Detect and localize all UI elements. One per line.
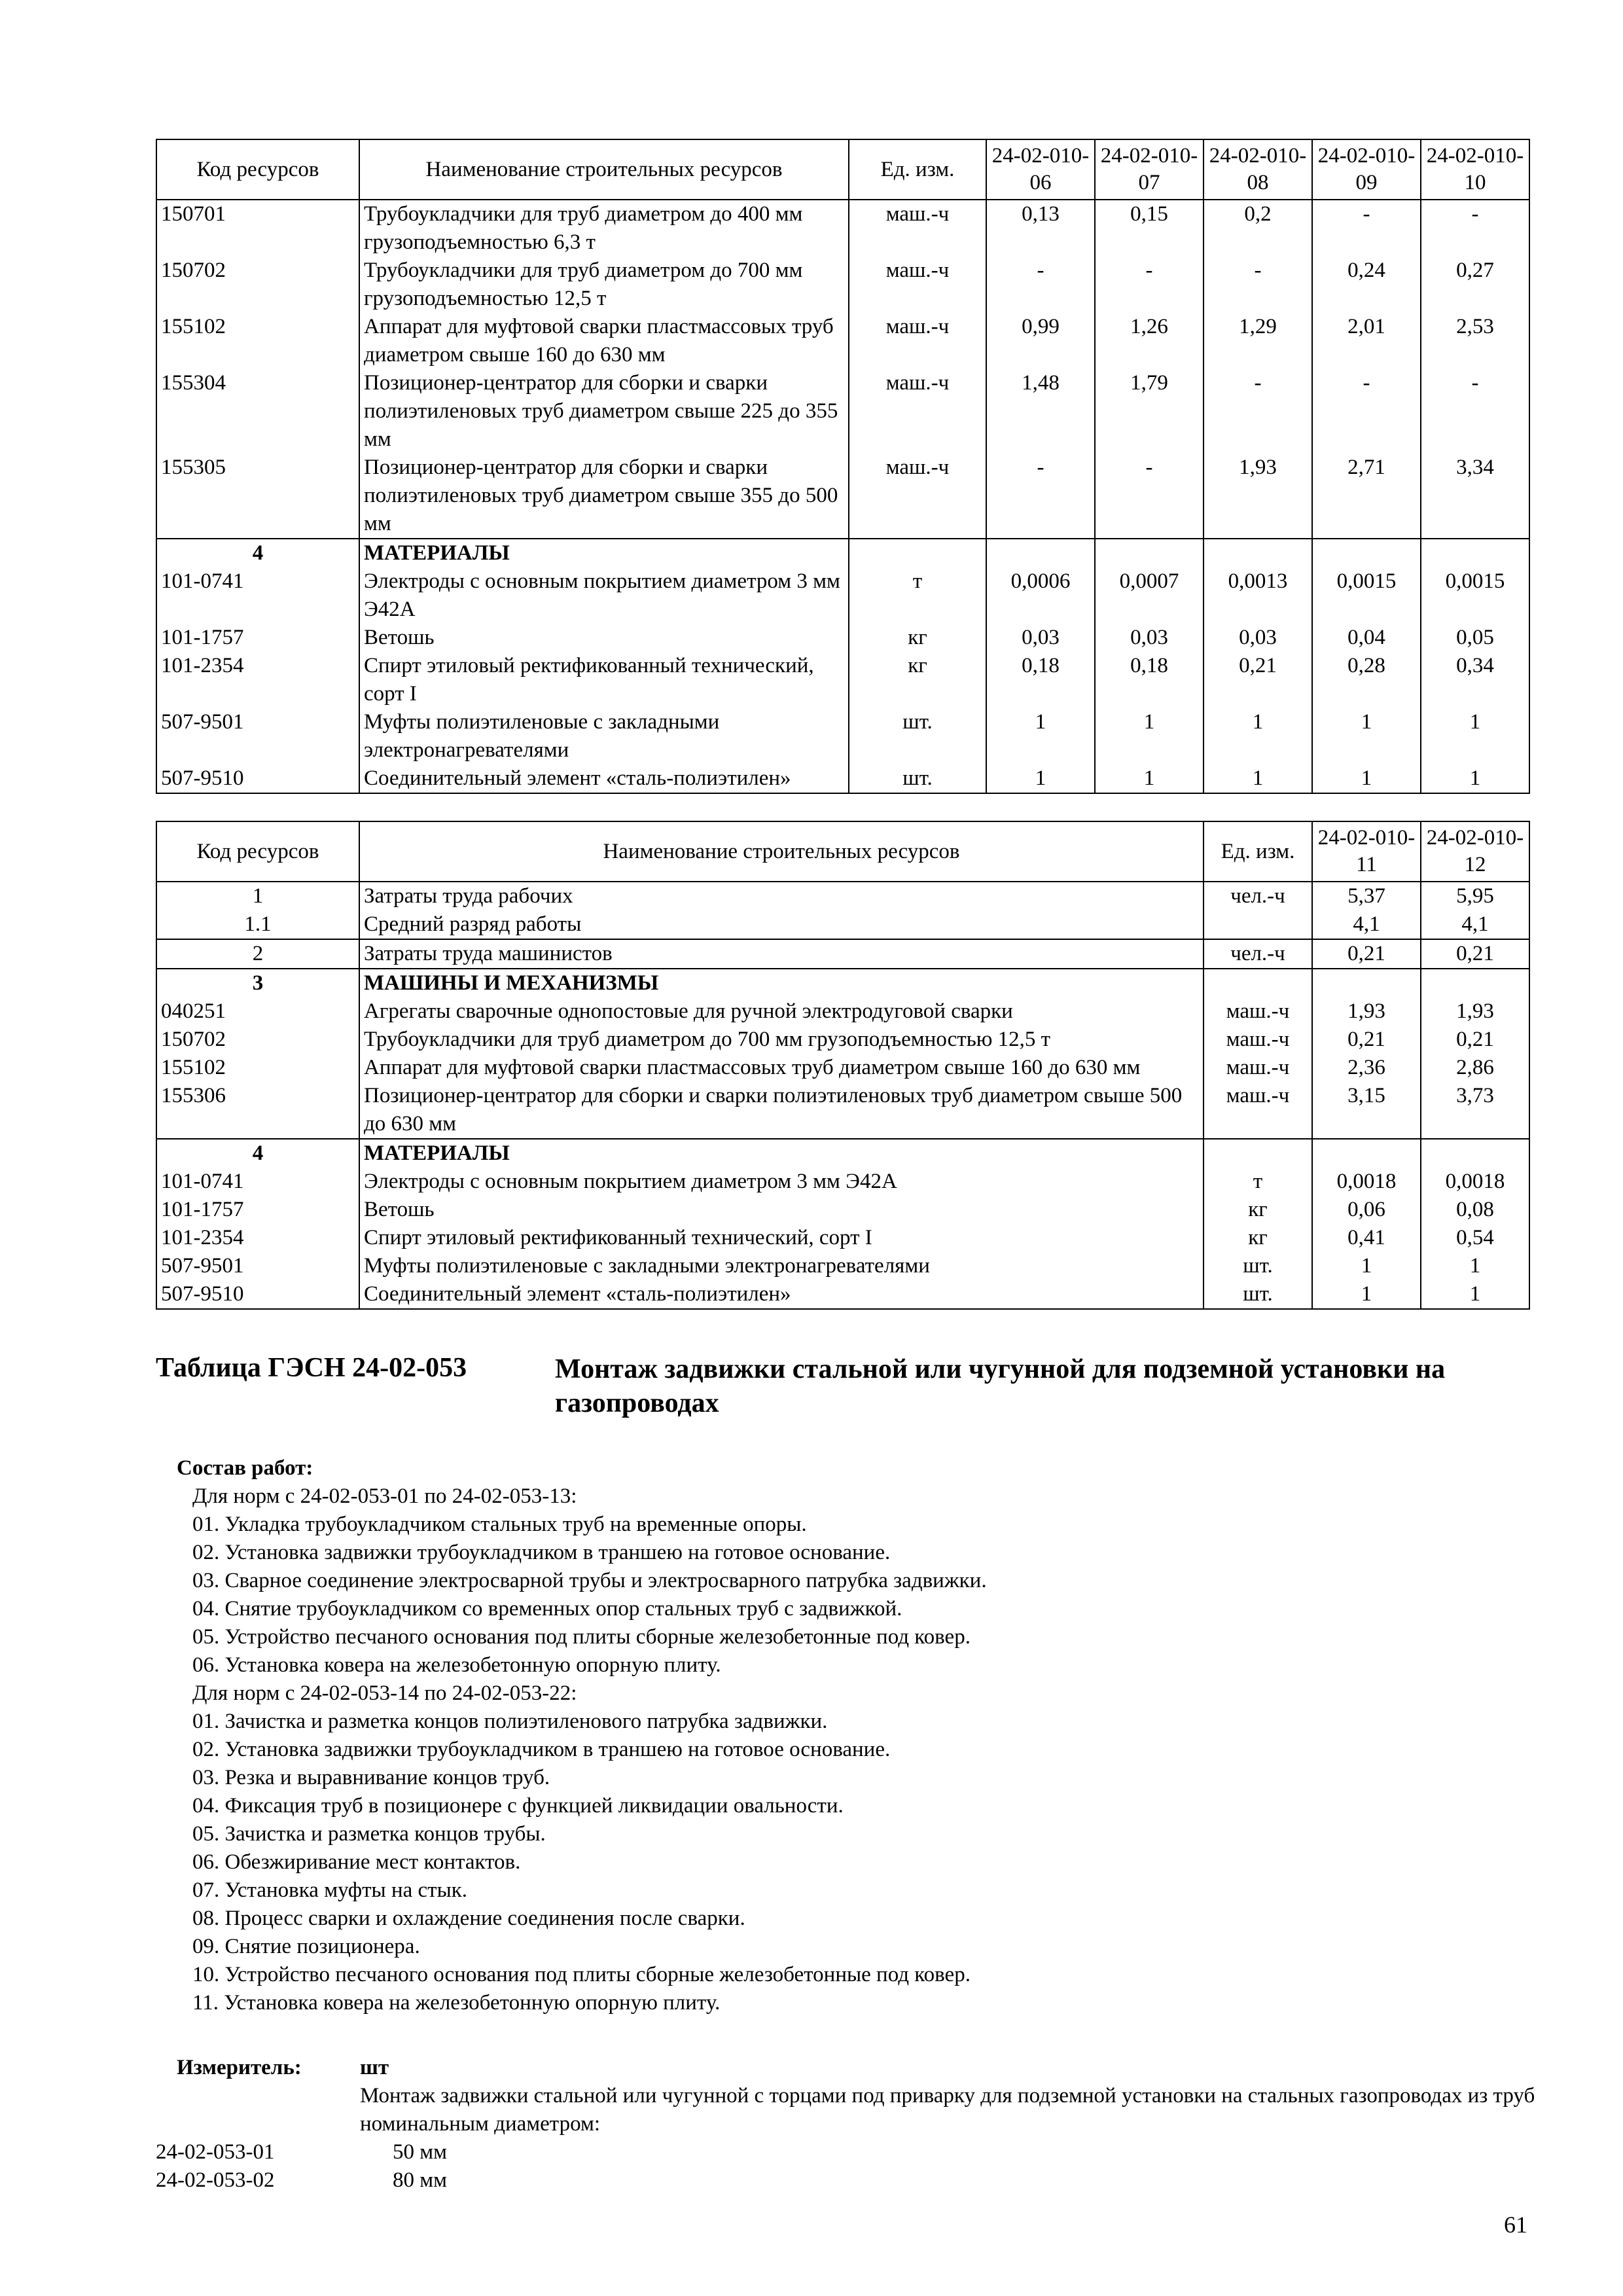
value-cell: 3,15 (1312, 1082, 1421, 1139)
unit-cell: т (849, 567, 986, 624)
unit-cell: кг (849, 624, 986, 652)
value-cell (1095, 539, 1204, 567)
value-cell: 0,41 (1312, 1224, 1421, 1252)
value-cell: 1 (1095, 764, 1204, 793)
resource-code: 1 (156, 882, 359, 910)
column-header: Наименование строительных ресурсов (359, 821, 1204, 882)
section-row (156, 1139, 1529, 1168)
value-cell: 3,34 (1421, 454, 1529, 539)
value-cell (1421, 539, 1529, 567)
table-row (156, 882, 1529, 910)
value-cell: 0,08 (1421, 1196, 1529, 1224)
unit-cell: кг (1204, 1196, 1312, 1224)
value-cell: 0,03 (1204, 624, 1312, 652)
table-row (156, 1054, 1529, 1082)
resource-name: Агрегаты сварочные однопостовые для ручной электродуговой сварки (359, 997, 1204, 1026)
value-cell (1312, 1139, 1421, 1168)
value-cell: 0,54 (1421, 1224, 1529, 1252)
value-cell: - (986, 454, 1095, 539)
resource-code: 101-1757 (156, 624, 359, 652)
norm-row (156, 2166, 679, 2195)
value-cell: 0,21 (1421, 1026, 1529, 1054)
value-cell: 2,36 (1312, 1054, 1421, 1082)
resource-code: 155102 (156, 1054, 359, 1082)
table-row (156, 454, 1529, 539)
resource-code: 507-9510 (156, 1280, 359, 1309)
column-header: Ед. изм. (1204, 821, 1312, 882)
composition-item: 01. Укладка трубоукладчиком стальных труб на временные опоры. (192, 1513, 807, 1536)
unit-cell: маш.-ч (849, 454, 986, 539)
unit-cell (1204, 969, 1312, 997)
column-header: Код ресурсов (156, 139, 359, 200)
value-cell: 0,13 (986, 200, 1095, 257)
resource-name: Ветошь (359, 624, 849, 652)
value-cell: 2,01 (1312, 313, 1421, 369)
column-header: 24-02-010-09 (1312, 139, 1421, 200)
unit-cell: маш.-ч (1204, 997, 1312, 1026)
resource-code: 101-1757 (156, 1196, 359, 1224)
value-cell: 0,0018 (1312, 1168, 1421, 1196)
table-row (156, 1082, 1529, 1139)
table-row (156, 997, 1529, 1026)
value-cell: 1,26 (1095, 313, 1204, 369)
table-label: Таблица ГЭСН 24-02-053 (156, 1353, 467, 1383)
value-cell: 2,71 (1312, 454, 1421, 539)
value-cell: 5,37 (1312, 882, 1421, 910)
unit-cell: шт. (849, 764, 986, 793)
composition-item: 09. Снятие позиционера. (192, 1935, 420, 1958)
composition-item: 03. Сварное соединение электросварной трубы и электросварного патрубка задвижки. (192, 1569, 987, 1592)
value-cell: 0,0018 (1421, 1168, 1529, 1196)
composition-item: 06. Обезжиривание мест контактов. (192, 1850, 521, 1874)
table-row (156, 1280, 1529, 1309)
resource-name: Трубоукладчики для труб диаметром до 700 мм грузоподъемностью 12,5 т (359, 1026, 1204, 1054)
value-cell: 1 (986, 764, 1095, 793)
value-cell: 0,06 (1312, 1196, 1421, 1224)
norm-code: 24-02-053-01 (156, 2140, 275, 2164)
value-cell: 0,03 (986, 624, 1095, 652)
resource-name: Затраты труда рабочих (359, 882, 1204, 910)
composition-item: 04. Фиксация труб в позиционере с функцией ликвидации овальности. (192, 1794, 844, 1818)
unit-cell: кг (1204, 1224, 1312, 1252)
resource-code: 150701 (156, 200, 359, 257)
resource-name: Позиционер-центратор для сборки и сварки полиэтиленовых труб диаметром свыше 225 до 355 мм (359, 369, 849, 454)
unit-cell: шт. (849, 708, 986, 764)
norm-row (156, 2138, 679, 2166)
resource-name: Ветошь (359, 1196, 1204, 1224)
resource-code: 1.1 (156, 910, 359, 939)
value-cell: 0,24 (1312, 257, 1421, 313)
resource-code: 155304 (156, 369, 359, 454)
resource-code: 4 (156, 539, 359, 567)
resource-name: Позиционер-центратор для сборки и сварки полиэтиленовых труб диаметром свыше 355 до 500 мм (359, 454, 849, 539)
column-header: 24-02-010-12 (1421, 821, 1529, 882)
resource-code: 4 (156, 1139, 359, 1168)
measure-description: Монтаж задвижки стальной или чугунной с торцами под приварку для подземной установки на стальных газопроводах из труб номинальным диаметром: (360, 2084, 1535, 2136)
value-cell: 0,0015 (1421, 567, 1529, 624)
value-cell: 0,03 (1095, 624, 1204, 652)
unit-cell: т (1204, 1168, 1312, 1196)
value-cell (1312, 539, 1421, 567)
resource-table-2 (156, 821, 1530, 1310)
composition-item: 07. Установка муфты на стык. (192, 1878, 468, 1902)
value-cell: - (1312, 369, 1421, 454)
value-cell: 0,2 (1204, 200, 1312, 257)
table-row (156, 200, 1529, 257)
resource-name: Спирт этиловый ректификованный технический, сорт I (359, 652, 849, 708)
value-cell: 1 (986, 708, 1095, 764)
value-cell: - (1095, 257, 1204, 313)
resource-name: Спирт этиловый ректификованный технический, сорт I (359, 1224, 1204, 1252)
value-cell: 1 (1204, 708, 1312, 764)
table-row (156, 939, 1529, 969)
resource-code: 150702 (156, 1026, 359, 1054)
value-cell: - (986, 257, 1095, 313)
value-cell: 4,1 (1421, 910, 1529, 939)
table-row (156, 567, 1529, 624)
table-row (156, 764, 1529, 793)
value-cell: 0,15 (1095, 200, 1204, 257)
table-title: Монтаж задвижки стальной или чугунной для подземной установки на газопроводах (555, 1354, 1446, 1418)
resource-code: 507-9510 (156, 764, 359, 793)
value-cell: 0,34 (1421, 652, 1529, 708)
composition-heading: Состав работ: (177, 1456, 313, 1480)
value-cell: 1 (1421, 1252, 1529, 1280)
unit-cell: маш.-ч (849, 257, 986, 313)
unit-cell (1204, 1139, 1312, 1168)
value-cell (1421, 969, 1529, 997)
resource-code: 150702 (156, 257, 359, 313)
value-cell: - (1421, 200, 1529, 257)
value-cell (1312, 969, 1421, 997)
column-header: 24-02-010-08 (1204, 139, 1312, 200)
column-header: 24-02-010-07 (1095, 139, 1204, 200)
resource-name: МАТЕРИАЛЫ (359, 1139, 1204, 1168)
table-row (156, 910, 1529, 939)
value-cell: 0,99 (986, 313, 1095, 369)
table-row (156, 1026, 1529, 1054)
value-cell (1421, 1139, 1529, 1168)
resource-name: Позиционер-центратор для сборки и сварки полиэтиленовых труб диаметром свыше 500 до 630 мм (359, 1082, 1204, 1139)
value-cell: 0,28 (1312, 652, 1421, 708)
norm-value: 50 мм (393, 2140, 448, 2164)
value-cell (1204, 539, 1312, 567)
table-row (156, 257, 1529, 313)
composition-item: 08. Процесс сварки и охлаждение соединения после сварки. (192, 1907, 745, 1930)
resource-name: Электроды с основным покрытием диаметром 3 мм Э42А (359, 1168, 1204, 1196)
unit-cell: шт. (1204, 1252, 1312, 1280)
table-row (156, 1168, 1529, 1196)
section-row (156, 969, 1529, 997)
column-header: Ед. изм. (849, 139, 986, 200)
column-header: 24-02-010-10 (1421, 139, 1529, 200)
table-row (156, 369, 1529, 454)
table-row (156, 1196, 1529, 1224)
unit-cell: чел.-ч (1204, 939, 1312, 969)
resource-name: Средний разряд работы (359, 910, 1204, 939)
column-header: Код ресурсов (156, 821, 359, 882)
value-cell: 1,93 (1312, 997, 1421, 1026)
work-composition (177, 1454, 987, 2017)
table-row (156, 652, 1529, 708)
value-cell: 2,53 (1421, 313, 1529, 369)
table-row (156, 708, 1529, 764)
value-cell: - (1312, 200, 1421, 257)
resource-table-1 (156, 139, 1530, 794)
value-cell: 0,0015 (1312, 567, 1421, 624)
value-cell: 0,18 (986, 652, 1095, 708)
resource-name: Трубоукладчики для труб диаметром до 700 мм грузоподъемностью 12,5 т (359, 257, 849, 313)
resource-name: МАШИНЫ И МЕХАНИЗМЫ (359, 969, 1204, 997)
column-header: 24-02-010-11 (1312, 821, 1421, 882)
value-cell: 2,86 (1421, 1054, 1529, 1082)
value-cell: 1 (1421, 1280, 1529, 1309)
composition-item: 11. Установка ковера на железобетонную опорную плиту. (192, 1991, 721, 2015)
value-cell: 1,48 (986, 369, 1095, 454)
resource-code: 101-0741 (156, 1168, 359, 1196)
resource-code: 155306 (156, 1082, 359, 1139)
value-cell: - (1421, 369, 1529, 454)
value-cell: 1,93 (1204, 454, 1312, 539)
value-cell: 1 (1312, 1252, 1421, 1280)
value-cell: 0,21 (1204, 652, 1312, 708)
norm-value: 80 мм (393, 2168, 448, 2192)
resource-name: Соединительный элемент «сталь-полиэтилен» (359, 764, 849, 793)
value-cell: 1 (1095, 708, 1204, 764)
composition-item: 05. Зачистка и разметка концов трубы. (192, 1822, 546, 1846)
resource-name: Затраты труда машинистов (359, 939, 1204, 969)
composition-item: 04. Снятие трубоукладчиком со временных опор стальных труб с задвижкой. (192, 1597, 902, 1621)
unit-cell: маш.-ч (1204, 1082, 1312, 1139)
resource-name: Муфты полиэтиленовые с закладными электронагревателями (359, 708, 849, 764)
table-header-row (156, 821, 1529, 882)
unit-cell (849, 539, 986, 567)
table-header-row (156, 139, 1529, 200)
composition-item: 10. Устройство песчаного основания под плиты сборные железобетонные под ковер. (192, 1963, 971, 1986)
unit-cell: чел.-ч (1204, 882, 1312, 910)
column-header: Наименование строительных ресурсов (359, 139, 849, 200)
resource-name: Соединительный элемент «сталь-полиэтилен» (359, 1280, 1204, 1309)
composition-item: 02. Установка задвижки трубоукладчиком в траншею на готовое основание. (192, 1738, 891, 1761)
unit-cell: маш.-ч (1204, 1054, 1312, 1082)
value-cell: 1 (1421, 708, 1529, 764)
resource-name: Аппарат для муфтовой сварки пластмассовых труб диаметром свыше 160 до 630 мм (359, 1054, 1204, 1082)
table-row (156, 313, 1529, 369)
value-cell: 4,1 (1312, 910, 1421, 939)
value-cell: 3,73 (1421, 1082, 1529, 1139)
page-number: 61 (1504, 2212, 1527, 2238)
resource-code: 155102 (156, 313, 359, 369)
unit-cell: маш.-ч (849, 313, 986, 369)
table-row (156, 1224, 1529, 1252)
resource-code: 2 (156, 939, 359, 969)
value-cell: 1 (1312, 764, 1421, 793)
measure-unit: шт (360, 2056, 389, 2079)
unit-cell: шт. (1204, 1280, 1312, 1309)
resource-code: 101-2354 (156, 1224, 359, 1252)
table-row (156, 624, 1529, 652)
value-cell: 0,0006 (986, 567, 1095, 624)
unit-cell: кг (849, 652, 986, 708)
resource-name: Муфты полиэтиленовые с закладными электронагревателями (359, 1252, 1204, 1280)
resource-code: 507-9501 (156, 1252, 359, 1280)
unit-cell: маш.-ч (849, 369, 986, 454)
resource-name: Аппарат для муфтовой сварки пластмассовых труб диаметром свыше 160 до 630 мм (359, 313, 849, 369)
value-cell: 1 (1312, 708, 1421, 764)
composition-item: 05. Устройство песчаного основания под плиты сборные железобетонные под ковер. (192, 1625, 971, 1649)
resource-code: 040251 (156, 997, 359, 1026)
value-cell: 0,04 (1312, 624, 1421, 652)
section-row (156, 539, 1529, 567)
value-cell: 1 (1312, 1280, 1421, 1309)
value-cell: 1 (1204, 764, 1312, 793)
value-cell (986, 539, 1095, 567)
value-cell: 0,18 (1095, 652, 1204, 708)
resource-name: МАТЕРИАЛЫ (359, 539, 849, 567)
resource-name: Трубоукладчики для труб диаметром до 400 мм грузоподъемностью 6,3 т (359, 200, 849, 257)
norm-code: 24-02-053-02 (156, 2168, 275, 2192)
value-cell: 0,0013 (1204, 567, 1312, 624)
composition-item: 06. Установка ковера на железобетонную опорную плиту. (192, 1653, 721, 1677)
column-header: 24-02-010-06 (986, 139, 1095, 200)
value-cell: 0,21 (1312, 939, 1421, 969)
composition-item: 01. Зачистка и разметка концов полиэтиленового патрубка задвижки. (192, 1710, 828, 1733)
value-cell: - (1204, 257, 1312, 313)
composition-item: Для норм с 24-02-053-01 по 24-02-053-13: (192, 1484, 577, 1508)
value-cell: 0,21 (1312, 1026, 1421, 1054)
composition-list (177, 1482, 987, 2017)
resource-code: 3 (156, 969, 359, 997)
value-cell: 1,79 (1095, 369, 1204, 454)
resource-code: 507-9501 (156, 708, 359, 764)
value-cell: - (1204, 369, 1312, 454)
composition-item: 02. Установка задвижки трубоукладчиком в траншею на готовое основание. (192, 1541, 891, 1564)
composition-item: 03. Резка и выравнивание концов труб. (192, 1766, 550, 1789)
value-cell: 0,27 (1421, 257, 1529, 313)
value-cell: 1 (1421, 764, 1529, 793)
measure-label: Измеритель: (177, 2056, 302, 2079)
unit-cell (1204, 910, 1312, 939)
resource-code: 155305 (156, 454, 359, 539)
norm-list (156, 2138, 679, 2195)
unit-cell: маш.-ч (1204, 1026, 1312, 1054)
value-cell: 5,95 (1421, 882, 1529, 910)
unit-cell: маш.-ч (849, 200, 986, 257)
resource-name: Электроды с основным покрытием диаметром 3 мм Э42А (359, 567, 849, 624)
composition-item: Для норм с 24-02-053-14 по 24-02-053-22: (192, 1681, 577, 1705)
resource-code: 101-0741 (156, 567, 359, 624)
resource-code: 101-2354 (156, 652, 359, 708)
value-cell: 0,21 (1421, 939, 1529, 969)
value-cell: 1,29 (1204, 313, 1312, 369)
table-row (156, 1252, 1529, 1280)
value-cell: 0,0007 (1095, 567, 1204, 624)
value-cell: 1,93 (1421, 997, 1529, 1026)
value-cell: 0,05 (1421, 624, 1529, 652)
value-cell: - (1095, 454, 1204, 539)
